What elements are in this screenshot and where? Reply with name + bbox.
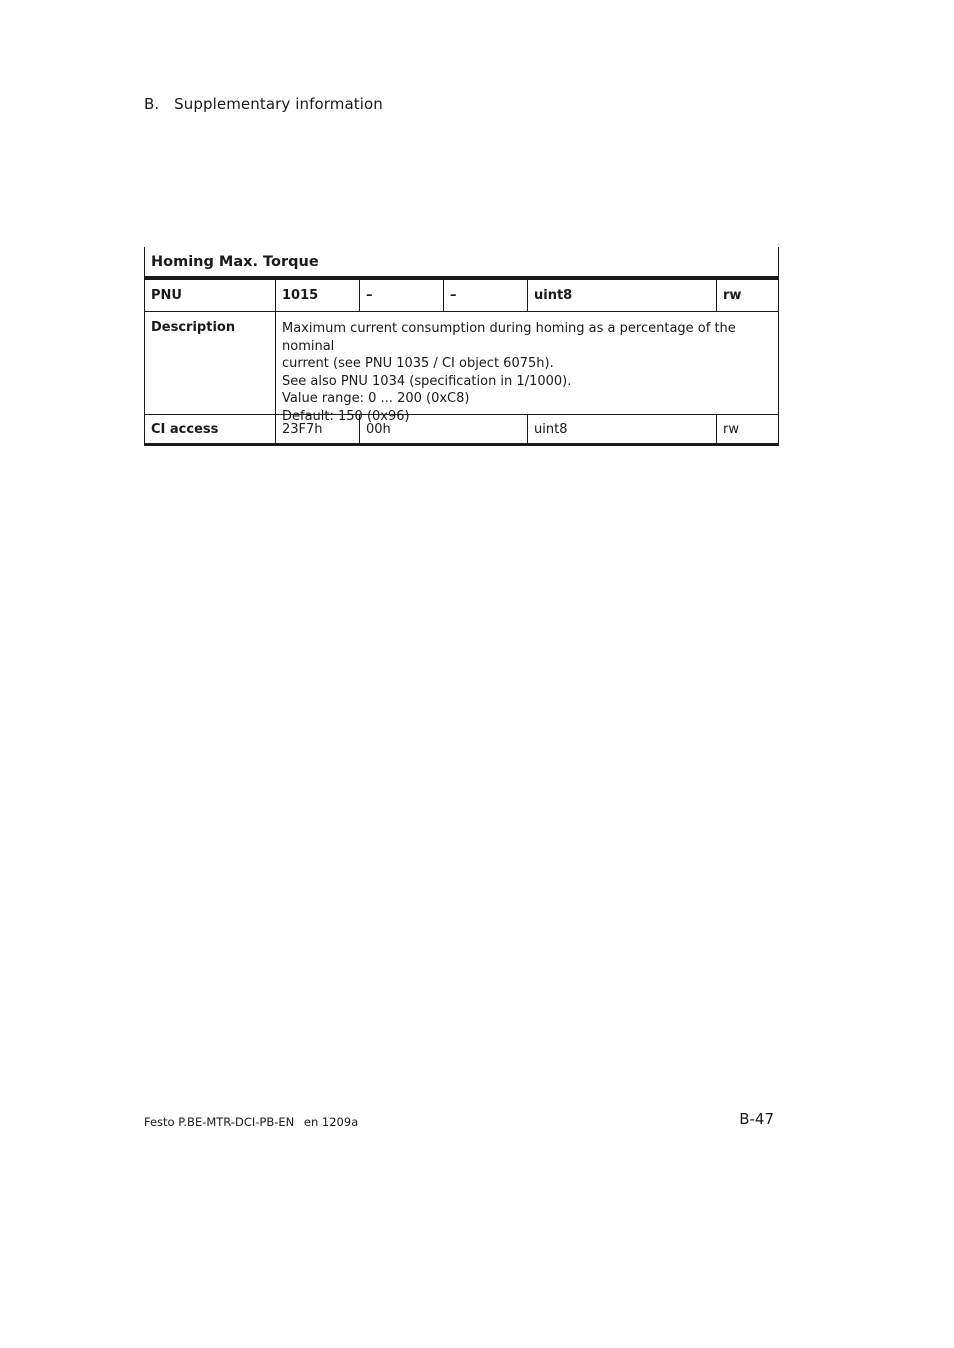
access-rights: rw	[723, 288, 742, 303]
ci-index: 23F7h	[276, 415, 360, 443]
parameter-table	[144, 247, 779, 446]
pnu-label: PNU	[145, 280, 276, 311]
ci-access-rights: rw	[723, 421, 739, 437]
section-number: B.	[144, 95, 160, 113]
description-line: Value range: 0 ... 200 (0xC8)	[282, 391, 470, 406]
ci-access-label: CI access	[145, 415, 276, 443]
description-line: current (see PNU 1035 / CI object 6075h).	[282, 356, 554, 371]
page-header	[144, 95, 383, 113]
subindex-from: –	[360, 280, 444, 311]
doc-id: Festo P.BE-MTR-DCI-PB-EN	[144, 1115, 295, 1129]
pnu-row	[144, 280, 779, 312]
data-type: uint8	[528, 280, 717, 311]
ci-access-row	[144, 415, 779, 446]
section-title: Supplementary information	[174, 95, 383, 113]
description-label: Description	[145, 312, 276, 414]
description-row	[144, 312, 779, 424]
ci-data-type: uint8	[528, 415, 717, 443]
description-text	[276, 312, 778, 424]
description-line: See also PNU 1034 (specification in 1/1000).	[282, 373, 572, 389]
page-number: B-47	[739, 1110, 774, 1128]
footer-doc-info	[144, 1115, 358, 1129]
doc-version: en 1209a	[303, 1115, 359, 1129]
description-line: Default: 150 (0x96)	[282, 408, 410, 424]
parameter-title: Homing Max. Torque	[144, 247, 779, 280]
ci-subindex: 00h	[360, 415, 528, 443]
pnu-value: 1015	[276, 280, 360, 311]
subindex-to: –	[444, 280, 528, 311]
description-line: Maximum current consumption during homing as a percentage of the nominal	[282, 321, 736, 354]
